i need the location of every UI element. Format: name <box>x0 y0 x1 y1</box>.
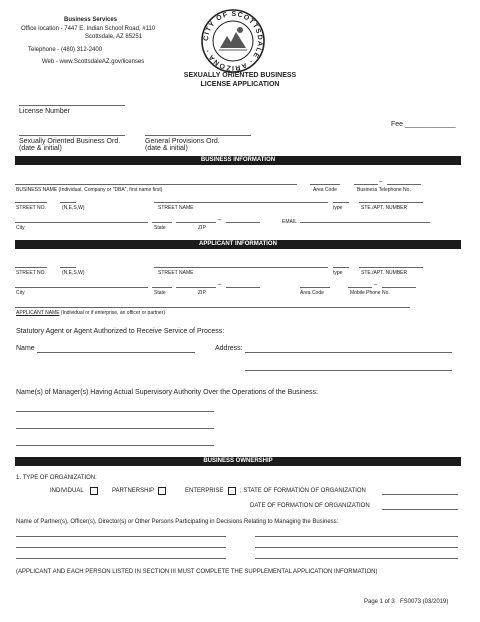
managers-label: Name(s) of Manager(s) Having Actual Supervisory Authority Over the Operations of the Business: <box>16 389 318 396</box>
fee-label: Fee _____________ <box>391 121 456 128</box>
fee-field[interactable]: _____________ <box>405 121 456 128</box>
website-link[interactable]: Web - www.ScottsdaleAZ.gov/licenses <box>42 59 145 65</box>
business-phone-label: Business Telephone No. <box>357 187 411 193</box>
business-city-label: City <box>16 225 25 231</box>
applicant-zip-label: ZIP <box>198 290 206 296</box>
applicant-street-name-label: STREET NAME <box>158 270 194 276</box>
partner-field-2[interactable] <box>255 536 458 537</box>
business-area-code-field[interactable] <box>310 184 340 185</box>
form-title-line1: SEXUALLY ORIENTED BUSINESS <box>183 72 297 79</box>
agent-address-field[interactable] <box>245 352 452 353</box>
business-street-name-field[interactable] <box>154 202 328 203</box>
business-street-no-field[interactable] <box>15 202 47 203</box>
applicant-nesw-label: (N,E,S,W) <box>62 270 85 276</box>
sob-ord-sub: (date & initial) <box>19 145 62 152</box>
business-state-field[interactable] <box>152 222 172 223</box>
business-street-no-label: STREET NO. <box>16 205 46 211</box>
partner-field-3[interactable] <box>16 547 226 548</box>
date-formation-field[interactable] <box>382 509 458 510</box>
individual-label: INDIVIDUAL <box>50 488 84 494</box>
license-number-label: License Number <box>19 108 70 115</box>
partner-field-5[interactable] <box>16 558 226 559</box>
form-id: FS0073 (03/2019) <box>400 599 449 605</box>
partner-field-4[interactable] <box>255 547 458 548</box>
manager-field-3[interactable] <box>16 445 214 446</box>
business-type-field[interactable] <box>333 202 349 203</box>
office-location: Office location - 7447 E. Indian School Road, #110 <box>21 26 156 32</box>
partner-field-6[interactable] <box>255 558 458 559</box>
applicant-street-no-field[interactable] <box>15 267 47 268</box>
applicant-direction-field[interactable] <box>60 267 76 268</box>
partnership-label: PARTNERSHIP <box>112 488 155 494</box>
applicant-city-label: City <box>16 290 25 296</box>
business-zip4-field[interactable] <box>226 222 260 223</box>
business-city-field[interactable] <box>15 222 148 223</box>
agent-address-label: Address: <box>215 345 243 352</box>
applicant-zip4-field[interactable] <box>226 287 260 288</box>
enterprise-checkbox[interactable] <box>228 487 236 495</box>
applicant-name-label: APPLICANT NAME (Individual or if enterprise, an officer or partner) <box>16 310 166 316</box>
agent-name-field[interactable] <box>37 352 195 353</box>
applicant-ste-field[interactable] <box>359 267 423 268</box>
applicant-mobile-label: Mobile Phone No. <box>350 290 390 296</box>
gp-ord-label: General Provisions Ord. <box>145 138 220 145</box>
applicant-name-field[interactable] <box>15 307 410 308</box>
business-area-code-label: Area Code <box>313 187 337 193</box>
phone-dash: – <box>379 179 383 185</box>
applicant-type-label: type <box>333 270 343 276</box>
seal-text: CITY OF SCOTTSDALE · ARIZONA · <box>202 10 264 72</box>
applicant-ste-label: STE./APT. NUMBER <box>361 270 408 276</box>
gp-ord-sub: (date & initial) <box>145 145 188 152</box>
applicant-type-field[interactable] <box>333 267 349 268</box>
agent-name-label: Name <box>16 345 35 352</box>
sob-ord-line[interactable] <box>19 135 125 136</box>
ownership-heading: BUSINESS OWNERSHIP <box>15 457 461 466</box>
supplemental-note: (APPLICANT AND EACH PERSON LISTED IN SECTION III MUST COMPLETE THE SUPPLEMENTAL APPLICATION INFORMATION) <box>16 569 378 575</box>
business-nesw-label: (N,E,S,W) <box>62 205 85 211</box>
state-formation-label: ; STATE OF FORMATION OF ORGANIZATION <box>240 488 366 494</box>
business-email-label: EMAIL : <box>282 219 300 225</box>
license-number-line[interactable] <box>19 105 125 106</box>
business-phone-prefix-field[interactable] <box>354 184 378 185</box>
org-type-label: 1. TYPE OF ORGANIZATION: <box>16 475 97 481</box>
business-email-field[interactable] <box>300 222 430 223</box>
applicant-city-field[interactable] <box>15 287 148 288</box>
applicant-info-heading: APPLICANT INFORMATION <box>15 240 461 249</box>
business-state-label: State <box>154 225 166 231</box>
applicant-area-code-label: Area Code <box>300 290 324 296</box>
zip-dash: – <box>218 217 222 223</box>
partner-field-1[interactable] <box>16 536 226 537</box>
page-number: Page 1 of 3 <box>364 599 395 605</box>
state-formation-field[interactable] <box>382 494 458 495</box>
applicant-zip-field[interactable] <box>176 287 216 288</box>
telephone: Telephone - (480) 312-2400 <box>28 47 103 53</box>
date-formation-label: DATE OF FORMATION OF ORGANIZATION <box>250 503 370 509</box>
applicant-state-label: State <box>154 290 166 296</box>
partnership-checkbox[interactable] <box>158 487 166 495</box>
business-street-name-label: STREET NAME <box>158 205 194 211</box>
business-info-heading: BUSINESS INFORMATION <box>15 156 461 165</box>
applicant-area-code-field[interactable] <box>300 287 330 288</box>
business-type-label: type <box>333 205 343 211</box>
applicant-state-field[interactable] <box>152 287 172 288</box>
applicant-zip-dash: – <box>218 282 222 288</box>
agent-address-field-2[interactable] <box>245 370 452 371</box>
applicant-street-no-label: STREET NO. <box>16 270 46 276</box>
sob-ord-label: Sexually Oriented Business Ord. <box>19 138 121 145</box>
gp-ord-line[interactable] <box>145 135 251 136</box>
enterprise-label: ENTERPRISE <box>185 488 224 494</box>
manager-field-2[interactable] <box>16 428 214 429</box>
business-phone-line-field[interactable] <box>387 184 421 185</box>
mobile-dash: – <box>374 282 378 288</box>
individual-checkbox[interactable] <box>90 487 98 495</box>
business-zip-field[interactable] <box>176 222 216 223</box>
org-name: Business Services <box>64 17 118 23</box>
office-city: Scottsdale, AZ 85251 <box>85 34 143 40</box>
form-title-line2: LICENSE APPLICATION <box>200 81 280 88</box>
city-seal-icon <box>200 8 266 74</box>
business-ste-label: STE./APT. NUMBER <box>361 205 408 211</box>
applicant-street-name-field[interactable] <box>154 267 328 268</box>
applicant-mobile-prefix-field[interactable] <box>348 287 372 288</box>
applicant-mobile-line-field[interactable] <box>382 287 416 288</box>
manager-field-1[interactable] <box>16 411 214 412</box>
business-ste-field[interactable] <box>359 202 423 203</box>
agent-label: Statutory Agent or Agent Authorized to Receive Service of Process: <box>16 328 225 335</box>
business-zip-label: ZIP <box>198 225 206 231</box>
business-direction-field[interactable] <box>60 202 76 203</box>
business-name-field[interactable] <box>15 184 297 185</box>
partners-label: Name of Partner(s), Officer(s), Director(s) or Other Persons Participating in Decisions Relating to Managing the Business: <box>16 519 339 525</box>
business-name-label: BUSINESS NAME (Individual, Company or "DBA", first name first) <box>16 187 163 193</box>
